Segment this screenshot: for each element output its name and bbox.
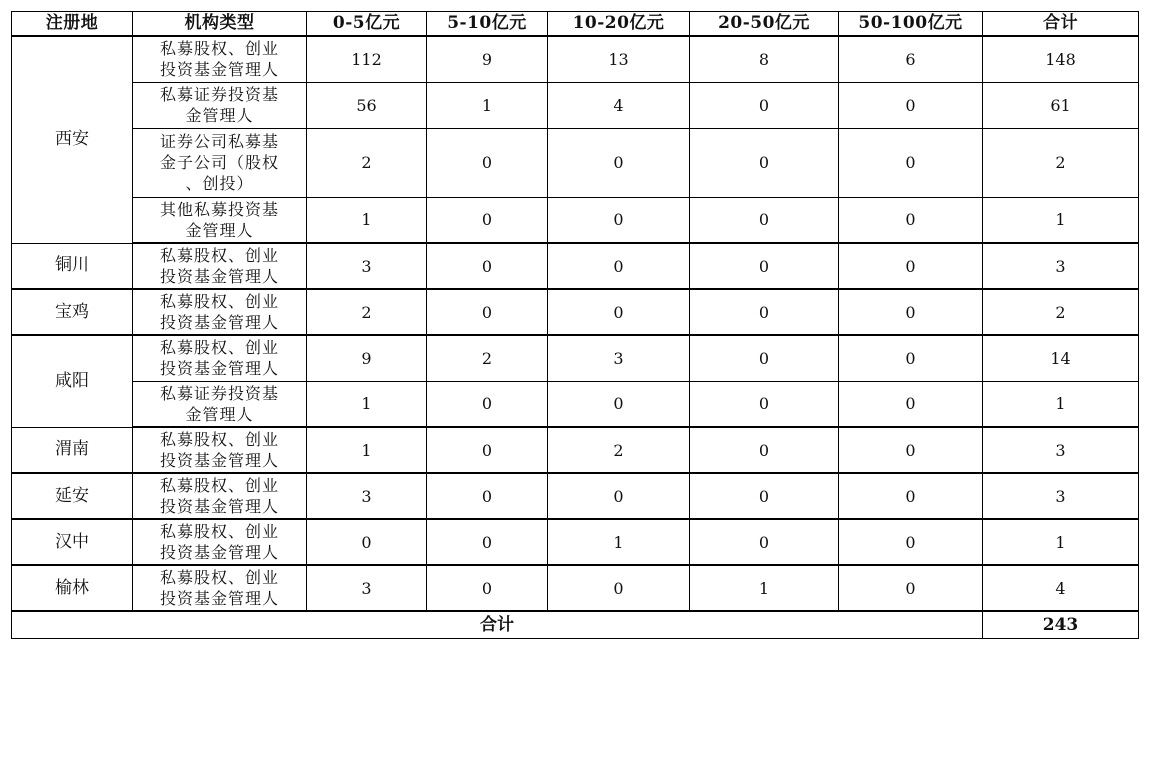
total-cell: 3 bbox=[983, 473, 1139, 519]
type-line: 私募证券投资基 bbox=[159, 85, 279, 104]
table-row bbox=[12, 381, 1139, 427]
region-cell: 延安 bbox=[12, 473, 133, 519]
header-0-5: 0-5亿元 bbox=[307, 12, 427, 37]
table-body bbox=[12, 36, 1139, 611]
value-cell: 0 bbox=[548, 243, 690, 289]
value-cell: 0 bbox=[548, 473, 690, 519]
value-cell: 0 bbox=[690, 289, 839, 335]
value-cell: 0 bbox=[839, 243, 983, 289]
value-cell: 2 bbox=[548, 427, 690, 473]
type-cell bbox=[133, 197, 307, 243]
type-line: 私募股权、创业 bbox=[159, 568, 279, 587]
value-cell: 0 bbox=[690, 128, 839, 197]
value-cell: 0 bbox=[839, 82, 983, 128]
value-cell: 0 bbox=[690, 197, 839, 243]
type-line: 私募股权、创业 bbox=[159, 292, 279, 311]
value-cell: 0 bbox=[839, 197, 983, 243]
type-cell bbox=[133, 473, 307, 519]
header-10-20: 10-20亿元 bbox=[548, 12, 690, 37]
type-cell bbox=[133, 427, 307, 473]
total-cell: 1 bbox=[983, 197, 1139, 243]
value-cell: 1 bbox=[307, 381, 427, 427]
type-cell bbox=[133, 128, 307, 197]
region-cell: 铜川 bbox=[12, 243, 133, 289]
value-cell: 13 bbox=[548, 36, 690, 82]
table-row bbox=[12, 519, 1139, 565]
table-row bbox=[12, 427, 1139, 473]
region-cell: 宝鸡 bbox=[12, 289, 133, 335]
header-type: 机构类型 bbox=[133, 12, 307, 37]
type-line: 私募股权、创业 bbox=[159, 430, 279, 449]
total-cell: 4 bbox=[983, 565, 1139, 611]
value-cell: 6 bbox=[839, 36, 983, 82]
value-cell: 0 bbox=[839, 565, 983, 611]
type-line: 金管理人 bbox=[185, 220, 254, 240]
value-cell: 3 bbox=[548, 335, 690, 381]
value-cell: 0 bbox=[690, 243, 839, 289]
value-cell: 0 bbox=[427, 427, 548, 473]
value-cell: 2 bbox=[427, 335, 548, 381]
type-line: 私募股权、创业 bbox=[159, 39, 279, 59]
header-20-50: 20-50亿元 bbox=[690, 12, 839, 37]
table-row bbox=[12, 335, 1139, 381]
region-cell: 榆林 bbox=[12, 565, 133, 611]
value-cell: 1 bbox=[548, 519, 690, 565]
type-line: 投资基金管理人 bbox=[159, 359, 279, 379]
region-cell: 咸阳 bbox=[12, 335, 133, 427]
footer-total-row bbox=[12, 611, 1139, 639]
value-cell: 0 bbox=[427, 473, 548, 519]
value-cell: 0 bbox=[427, 565, 548, 611]
value-cell: 0 bbox=[427, 381, 548, 427]
type-line: 投资基金管理人 bbox=[159, 543, 279, 562]
total-cell: 14 bbox=[983, 335, 1139, 381]
value-cell: 0 bbox=[548, 128, 690, 197]
type-cell bbox=[133, 335, 307, 381]
header-region: 注册地 bbox=[12, 12, 133, 37]
type-line: 私募股权、创业 bbox=[159, 522, 279, 541]
value-cell: 0 bbox=[548, 565, 690, 611]
value-cell: 0 bbox=[839, 289, 983, 335]
header-row bbox=[12, 12, 1139, 37]
type-cell bbox=[133, 243, 307, 289]
header-total: 合计 bbox=[983, 12, 1139, 37]
value-cell: 56 bbox=[307, 82, 427, 128]
table-row bbox=[12, 197, 1139, 243]
value-cell: 0 bbox=[839, 335, 983, 381]
value-cell: 9 bbox=[427, 36, 548, 82]
value-cell: 2 bbox=[307, 289, 427, 335]
region-cell: 汉中 bbox=[12, 519, 133, 565]
total-cell: 61 bbox=[983, 82, 1139, 128]
type-line: 投资基金管理人 bbox=[159, 313, 279, 332]
type-cell bbox=[133, 82, 307, 128]
value-cell: 2 bbox=[307, 128, 427, 197]
value-cell: 1 bbox=[307, 197, 427, 243]
total-cell: 3 bbox=[983, 243, 1139, 289]
type-line: 投资基金管理人 bbox=[159, 589, 279, 608]
type-line: 投资基金管理人 bbox=[159, 451, 279, 470]
value-cell: 1 bbox=[427, 82, 548, 128]
value-cell: 8 bbox=[690, 36, 839, 82]
value-cell: 0 bbox=[548, 381, 690, 427]
value-cell: 0 bbox=[307, 519, 427, 565]
region-cell: 渭南 bbox=[12, 427, 133, 473]
header-50-100: 50-100亿元 bbox=[839, 12, 983, 37]
value-cell: 112 bbox=[307, 36, 427, 82]
table-row bbox=[12, 128, 1139, 197]
type-cell bbox=[133, 36, 307, 82]
type-line: 金子公司（股权 bbox=[159, 153, 279, 172]
value-cell: 3 bbox=[307, 243, 427, 289]
value-cell: 0 bbox=[690, 473, 839, 519]
value-cell: 0 bbox=[839, 427, 983, 473]
footer-grand-total: 243 bbox=[983, 611, 1139, 639]
value-cell: 0 bbox=[839, 381, 983, 427]
value-cell: 0 bbox=[839, 128, 983, 197]
value-cell: 0 bbox=[690, 519, 839, 565]
total-cell: 2 bbox=[983, 128, 1139, 197]
value-cell: 0 bbox=[690, 335, 839, 381]
type-cell bbox=[133, 565, 307, 611]
total-cell: 1 bbox=[983, 381, 1139, 427]
value-cell: 0 bbox=[427, 128, 548, 197]
value-cell: 0 bbox=[548, 289, 690, 335]
type-cell bbox=[133, 381, 307, 427]
institution-count-table bbox=[11, 11, 1139, 639]
value-cell: 1 bbox=[307, 427, 427, 473]
header-5-10: 5-10亿元 bbox=[427, 12, 548, 37]
value-cell: 0 bbox=[427, 289, 548, 335]
type-line: 私募股权、创业 bbox=[159, 338, 279, 358]
total-cell: 3 bbox=[983, 427, 1139, 473]
table-row bbox=[12, 36, 1139, 82]
value-cell: 0 bbox=[690, 427, 839, 473]
type-line: 投资基金管理人 bbox=[159, 60, 279, 80]
value-cell: 0 bbox=[690, 82, 839, 128]
value-cell: 0 bbox=[427, 197, 548, 243]
type-line: 私募证券投资基 bbox=[159, 383, 279, 403]
type-line: 金管理人 bbox=[185, 404, 254, 424]
type-line: 投资基金管理人 bbox=[159, 267, 279, 286]
total-cell: 2 bbox=[983, 289, 1139, 335]
table-row bbox=[12, 473, 1139, 519]
value-cell: 0 bbox=[839, 473, 983, 519]
footer-total-label: 合计 bbox=[12, 611, 983, 639]
type-line: 金管理人 bbox=[185, 106, 254, 125]
type-cell bbox=[133, 519, 307, 565]
table-row bbox=[12, 82, 1139, 128]
table-row bbox=[12, 289, 1139, 335]
value-cell: 0 bbox=[427, 519, 548, 565]
type-line: 、创投） bbox=[185, 174, 254, 193]
table-row bbox=[12, 565, 1139, 611]
value-cell: 0 bbox=[427, 243, 548, 289]
type-line: 投资基金管理人 bbox=[159, 497, 279, 516]
value-cell: 3 bbox=[307, 473, 427, 519]
value-cell: 0 bbox=[690, 381, 839, 427]
total-cell: 148 bbox=[983, 36, 1139, 82]
type-line: 其他私募投资基 bbox=[159, 199, 279, 219]
type-line: 私募股权、创业 bbox=[159, 246, 279, 265]
total-cell: 1 bbox=[983, 519, 1139, 565]
value-cell: 3 bbox=[307, 565, 427, 611]
value-cell: 0 bbox=[548, 197, 690, 243]
table-row bbox=[12, 243, 1139, 289]
value-cell: 0 bbox=[839, 519, 983, 565]
value-cell: 9 bbox=[307, 335, 427, 381]
type-line: 证券公司私募基 bbox=[159, 132, 279, 151]
type-cell bbox=[133, 289, 307, 335]
region-cell: 西安 bbox=[12, 36, 133, 243]
value-cell: 1 bbox=[690, 565, 839, 611]
value-cell: 4 bbox=[548, 82, 690, 128]
type-line: 私募股权、创业 bbox=[159, 476, 279, 495]
